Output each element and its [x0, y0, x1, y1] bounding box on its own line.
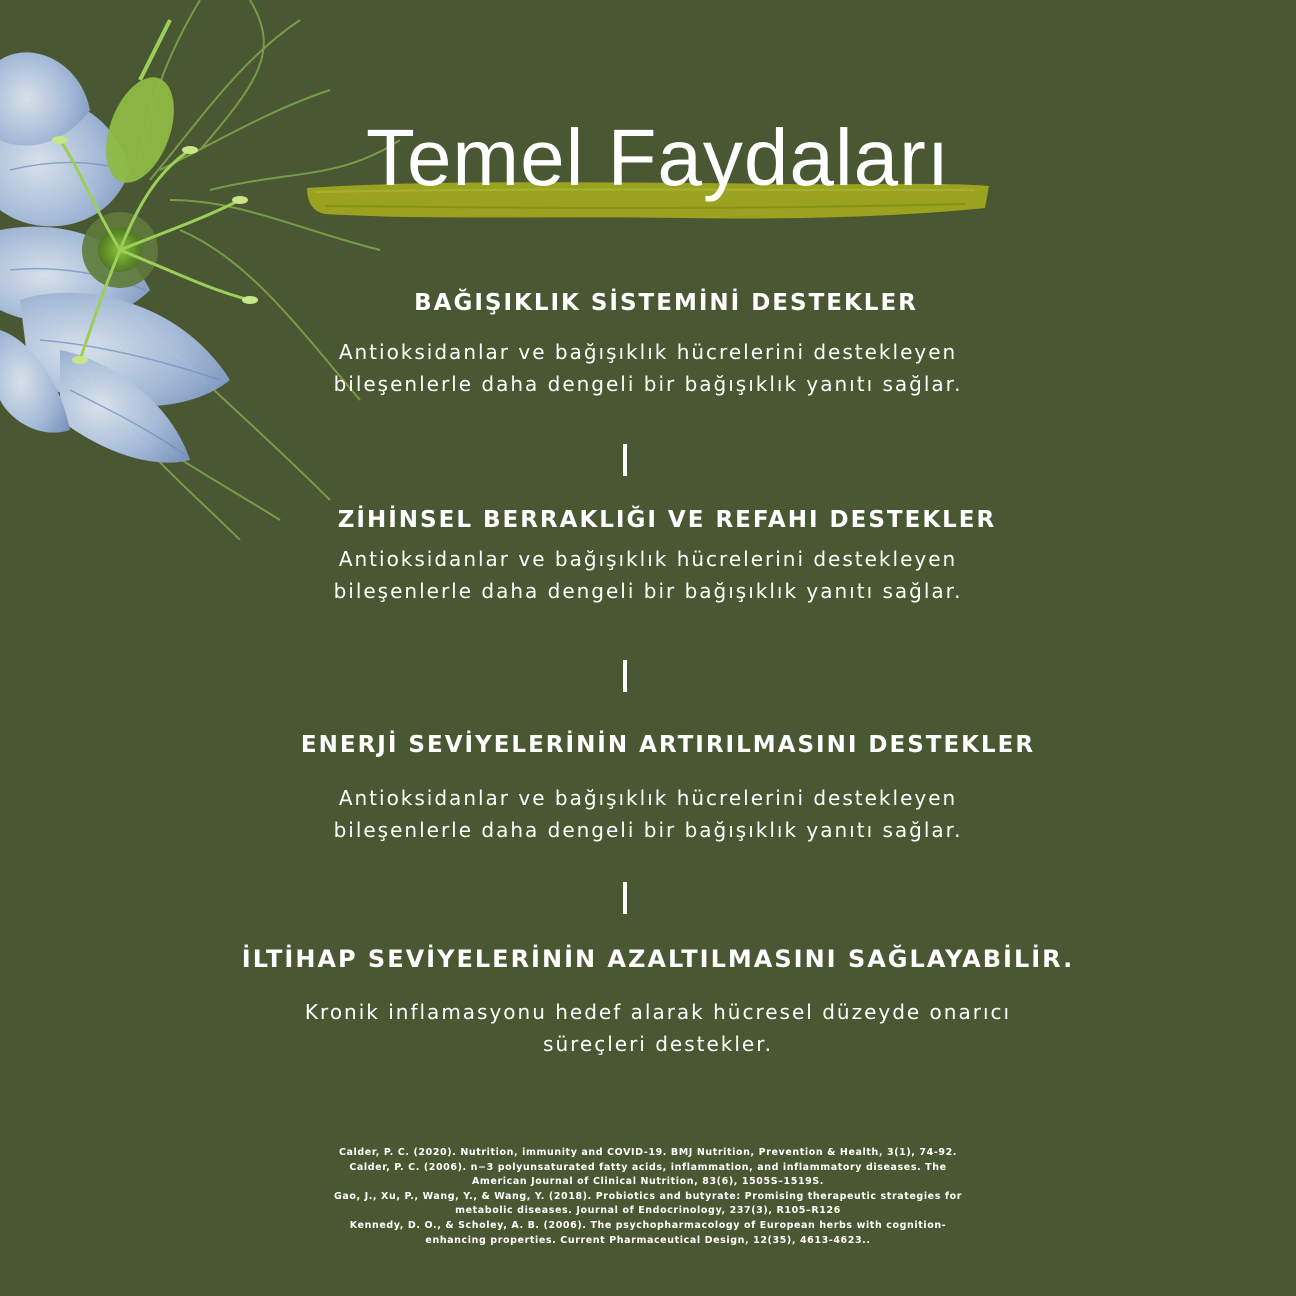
page-title: Temel Faydaları [365, 113, 951, 202]
benefit-immune-body [0, 336, 1296, 400]
benefit-heading: ENERJİ SEVİYELERİNİN ARTIRILMASINI DESTEKLER [300, 732, 1036, 758]
benefit-inflammation [0, 945, 1296, 973]
benefit-description: Antioksidanlar ve bağışıklık hücrelerini destekleyen bileşenlerle daha dengeli bir bağışıklık yanıtı sağlar. [333, 340, 963, 396]
reference-line: Calder, P. C. (2020). Nutrition, immunity and COVID-19. BMJ Nutrition, Prevention & Health, 3(1), 74-92. [338, 1147, 958, 1158]
divider [623, 444, 627, 476]
benefit-mental-body [0, 543, 1296, 607]
benefit-energy-body [0, 782, 1296, 846]
benefit-energy [0, 732, 1296, 758]
reference-line: American Journal of Clinical Nutrition, 83(6), 1505S–1519S. [471, 1176, 825, 1188]
references [0, 1146, 1296, 1248]
divider [623, 660, 627, 692]
benefit-description: Antioksidanlar ve bağışıklık hücrelerini destekleyen bileşenlerle daha dengeli bir bağışıklık yanıtı sağlar. [333, 547, 963, 603]
benefit-heading: BAĞIŞIKLIK SİSTEMİNİ DESTEKLER [414, 290, 918, 316]
benefit-immune [0, 290, 1296, 316]
benefit-heading: İLTİHAP SEVİYELERİNİN AZALTILMASINI SAĞLAYABİLİR. [241, 945, 1075, 973]
divider [623, 882, 627, 914]
benefit-description: Antioksidanlar ve bağışıklık hücrelerini destekleyen bileşenlerle daha dengeli bir bağışıklık yanıtı sağlar. [333, 786, 963, 842]
benefit-description: Kronik inflamasyonu hedef alarak hücresel düzeyde onarıcı süreçleri destekler. [304, 1000, 1012, 1056]
benefit-inflammation-body [0, 996, 1296, 1060]
reference-line: enhancing properties. Current Pharmaceutical Design, 12(35), 4613-4623.. [425, 1234, 871, 1246]
benefit-heading: ZİHİNSEL BERRAKLIĞI VE REFAHI DESTEKLER [337, 507, 997, 533]
reference-line: Calder, P. C. (2006). n−3 polyunsaturated fatty acids, inflammation, and inflammatory diseases. The [349, 1161, 947, 1173]
flower-image [0, 0, 440, 540]
reference-line: Gao, J., Xu, P., Wang, Y., & Wang, Y. (2018). Probiotics and butyrate: Promising therapeutic strategies for [333, 1190, 963, 1202]
benefit-mental [0, 507, 1296, 533]
reference-line: metabolic diseases. Journal of Endocrinology, 237(3), R105–R126 [455, 1205, 841, 1217]
reference-line: Kennedy, D. O., & Scholey, A. B. (2006). The psychopharmacology of European herbs with cognition- [349, 1219, 947, 1231]
